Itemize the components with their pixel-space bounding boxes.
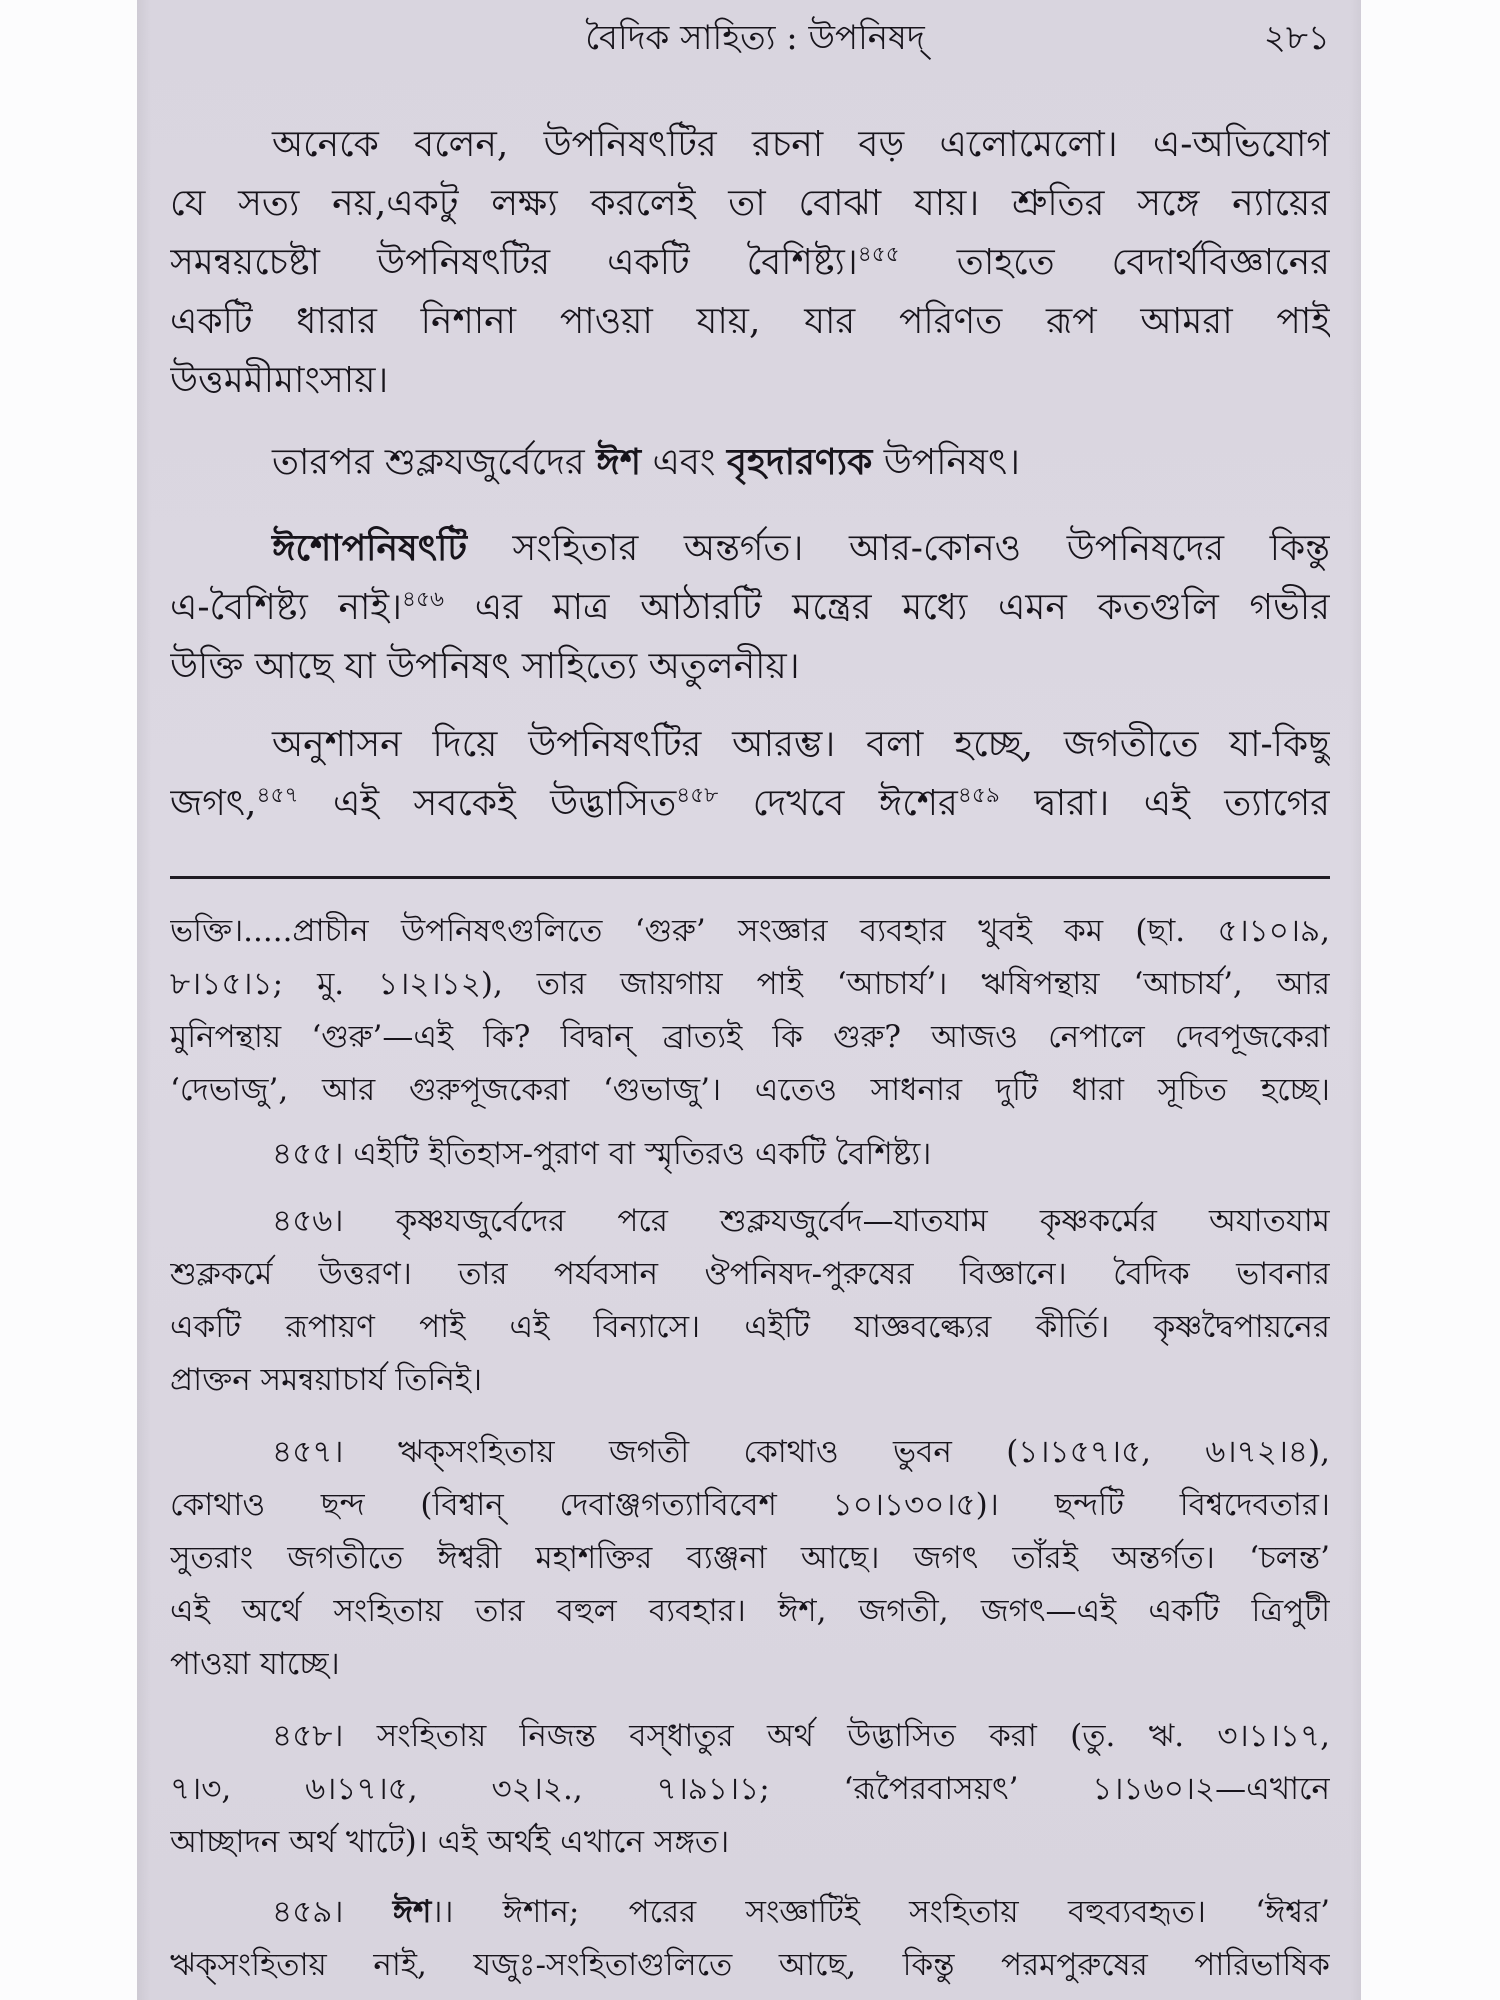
footnote-line: মুনিপন্থায় ‘গুরু’—এই কি? বিদ্বান্ ব্রাত্যই কি গুরু? আজও নেপালে দেবপূজকেরা	[170, 1019, 1330, 1055]
footnote-line: ভক্তি।.....প্রাচীন উপনিষৎগুলিতে ‘গুরু’ সংজ্ঞার ব্যবহার খুবই কম (ছা. ৫।১০।৯,	[170, 913, 1330, 949]
footnote-line: কোথাও ছন্দ (বিশ্বান্ দেবাঞ্জগত্যাবিবেশ ১০।১৩০।৫)। ছন্দটি বিশ্বদেবতার।	[170, 1487, 1330, 1523]
footnote-457	[170, 1426, 1330, 1691]
footnote-line: ‘দেভাজু’, আর গুরুপূজকেরা ‘গুভাজু’। এতেও সাধনার দুটি ধারা সূচিত হচ্ছে।	[170, 1072, 1330, 1108]
footnote-continuation	[170, 905, 1330, 1117]
body-line: উক্তি আছে যা উপনিষৎ সাহিত্যে অতুলনীয়।	[170, 646, 800, 687]
footnote-line	[170, 1886, 1330, 1939]
text-run: এর মাত্র আঠারটি মন্ত্রের মধ্যে এমন কতগুলি গভীর	[444, 587, 1330, 628]
body-paragraph	[170, 519, 1330, 696]
body-line: যে সত্য নয়,একটু লক্ষ্য করলেই তা বোঝা যায়। শ্রুতির সঙ্গে ন্যায়ের	[170, 183, 1330, 224]
text-run: সংহিতার অন্তর্গত। আর-কোনও উপনিষদের কিন্তু	[466, 528, 1330, 569]
footnote-line: প্রাক্তন সমন্বয়াচার্য তিনিই।	[170, 1362, 483, 1398]
bold-term: বৃহদারণ্যক	[726, 441, 873, 483]
footnote-rule	[170, 876, 1330, 879]
text-run: ৪৫৯।	[272, 1894, 393, 1930]
footnote-line: পাওয়া যাচ্ছে।	[170, 1646, 340, 1682]
footnote-line: ৪৫৭। ঋক্‌সংহিতায় জগতী কোথাও ভুবন (১।১৫৭।৫, ৬।৭২।৪),	[272, 1434, 1330, 1470]
body-line	[170, 433, 1330, 492]
footnote-line: শুক্লকর্মে উত্তরণ। তার পর্যবসান ঔপনিষদ-পুরুষের বিজ্ঞানে। বৈদিক ভাবনার	[170, 1256, 1330, 1292]
body-line	[170, 233, 1330, 292]
body-paragraph	[170, 715, 1330, 833]
footnote-ref-455: ৪৫৫	[857, 242, 900, 268]
body-line	[170, 774, 1330, 833]
text-run: জগৎ,	[170, 783, 257, 824]
footnote-line: ঋক্‌সংহিতায় নাই, যজুঃ-সংহিতাগুলিতে আছে, কিন্তু পরমপুরুষের পারিভাষিক	[170, 1947, 1330, 1983]
text-run: দ্বারা। এই ত্যাগের	[999, 783, 1330, 824]
running-title: বৈদিক সাহিত্য : উপনিষদ্	[585, 18, 925, 58]
text-run: সমন্বয়চেষ্টা উপনিষৎটির একটি বৈশিষ্ট্য।	[170, 242, 858, 283]
footnote-ref-459: ৪৫৯	[957, 783, 1000, 809]
footnote-line: ৪৫৮। সংহিতায় নিজন্ত বস্‌ধাতুর অর্থ উদ্ভাসিত করা (তু. ঋ. ৩।১।১৭,	[272, 1718, 1330, 1754]
footnote-line: একটি রূপায়ণ পাই এই বিন্যাসে। এইটি যাজ্ঞবল্ক্যের কীর্তি। কৃষ্ণদ্বৈপায়নের	[170, 1309, 1330, 1345]
footnote-line: ৪৫৬। কৃষ্ণযজুর্বেদের পরে শুক্লযজুর্বেদ—যাতযাম কৃষ্ণকর্মের অযাতযাম	[272, 1203, 1330, 1239]
footnote-line: ৮।১৫।১; মু. ১।২।১২), তার জায়গায় পাই ‘আচার্য’। ঋষিপন্থায় ‘আচার্য’, আর	[170, 966, 1330, 1002]
footnote-line: ৪৫৫। এইটি ইতিহাস-পুরাণ বা স্মৃতিরও একটি বৈশিষ্ট্য।	[272, 1136, 932, 1172]
text-run: ।। ঈশান; পরের সংজ্ঞাটিই সংহিতায় বহুব্যবহৃত। ‘ঈশ্বর’	[431, 1894, 1330, 1930]
running-head	[170, 12, 1330, 64]
footnote-ref-457: ৪৫৭	[256, 783, 299, 809]
text-run: দেখবে ঈশের	[718, 783, 958, 824]
body-paragraph	[170, 433, 1330, 492]
footnote-459	[170, 1886, 1330, 1992]
footnote-458	[170, 1710, 1330, 1869]
text-run: তারপর শুক্লযজুর্বেদের	[272, 442, 597, 483]
body-line: একটি ধারার নিশানা পাওয়া যায়, যার পরিণত রূপ আমরা পাই	[170, 301, 1330, 342]
footnote-line: এই অর্থে সংহিতায় তার বহুল ব্যবহার। ঈশ, জগতী, জগৎ—এই একটি ত্রিপুটী	[170, 1593, 1330, 1629]
footnote-ref-456: ৪৫৬	[401, 587, 445, 613]
page-number: ২৮১	[1263, 18, 1330, 58]
text-run: এবং	[641, 442, 727, 483]
footnote-line: আচ্ছাদন অর্থ খাটে)। এই অর্থই এখানে সঙ্গত।	[170, 1824, 730, 1860]
footnote-456	[170, 1195, 1330, 1407]
bold-term: ঈশ	[392, 1894, 432, 1930]
footnote-line: সুতরাং জগতীতে ঈশ্বরী মহাশক্তির ব্যঞ্জনা আছে। জগৎ তাঁরই অন্তর্গত। ‘চলন্ত’	[170, 1540, 1330, 1576]
body-line: অনুশাসন দিয়ে উপনিষৎটির আরম্ভ। বলা হচ্ছে, জগতীতে যা-কিছু	[272, 724, 1330, 765]
text-run: এ-বৈশিষ্ট্য নাই।	[170, 587, 402, 628]
footnote-455	[170, 1128, 1330, 1181]
footnote-line: ৭।৩, ৬।১৭।৫, ৩২।২., ৭।৯১।১; ‘রূপৈরবাসয়ৎ’ ১।১৬০।২—এখানে	[170, 1771, 1330, 1807]
body-line	[170, 519, 1330, 578]
body-line: অনেকে বলেন, উপনিষৎটির রচনা বড় এলোমেলো। এ-অভিযোগ	[272, 124, 1330, 165]
body-line: উত্তমমীমাংসায়।	[170, 360, 389, 401]
bold-term: ঈশোপনিষৎটি	[272, 527, 467, 569]
body-line	[170, 578, 1330, 637]
body-paragraph	[170, 115, 1330, 410]
footnote-ref-458: ৪৫৮	[676, 783, 719, 809]
text-run: এই সবকেই উদ্ভাসিত	[298, 783, 677, 824]
bold-term: ঈশ	[596, 441, 641, 483]
text-run: তাহতে বেদার্থবিজ্ঞানের	[899, 242, 1330, 283]
text-run: উপনিষৎ।	[872, 442, 1020, 483]
